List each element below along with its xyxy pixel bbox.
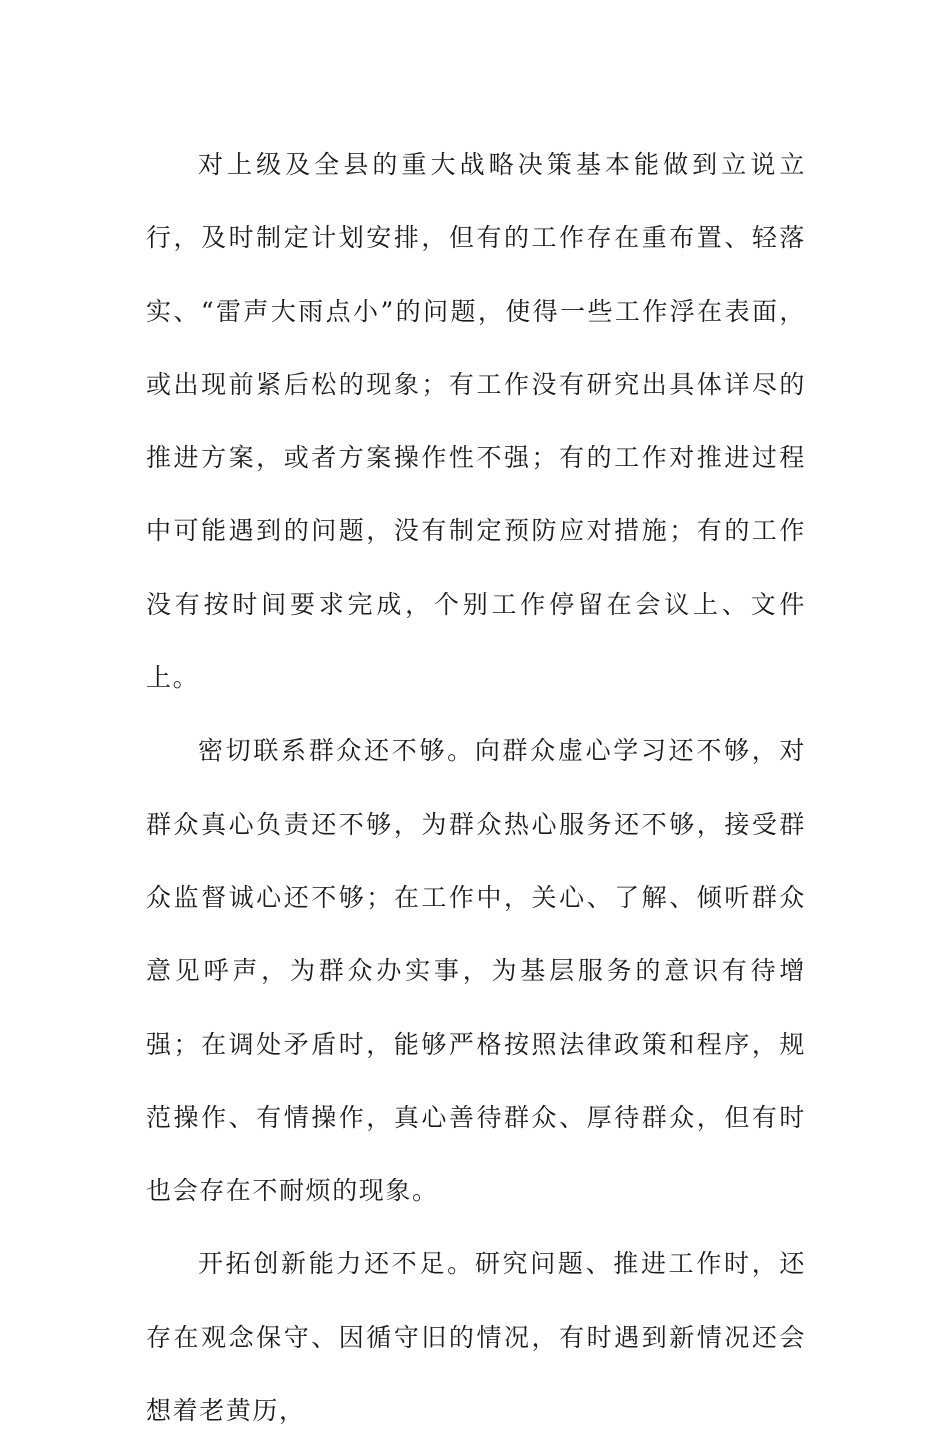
document-body: [146, 128, 806, 1447]
paragraph-execution: 对上级及全县的重大战略决策基本能做到立说立行，及时制定计划安排，但有的工作存在重布置、轻落实、“雷声大雨点小”的问题，使得一些工作浮在表面，或出现前紧后松的现象；有工作没有研究出具体详尽的推进方案，或者方案操作性不强；有的工作对推进过程中可能遇到的问题，没有制定预防应对措施；有的工作没有按时间要求完成，个别工作停留在会议上、文件上。: [146, 150, 806, 693]
paragraph-innovation: 开拓创新能力还不足。研究问题、推进工作时，还存在观念保守、因循守旧的情况，有时遇到新情况还会想着老黄历，: [146, 1249, 806, 1426]
paragraph-mass-contact: 密切联系群众还不够。向群众虚心学习还不够，对群众真心负责还不够，为群众热心服务还不够，接受群众监督诚心还不够；在工作中，关心、了解、倾听群众意见呼声，为群众办实事，为基层服务的意识有待增强；在调处矛盾时，能够严格按照法律政策和程序，规范操作、有情操作，真心善待群众、厚待群众，但有时也会存在不耐烦的现象。: [146, 736, 806, 1206]
